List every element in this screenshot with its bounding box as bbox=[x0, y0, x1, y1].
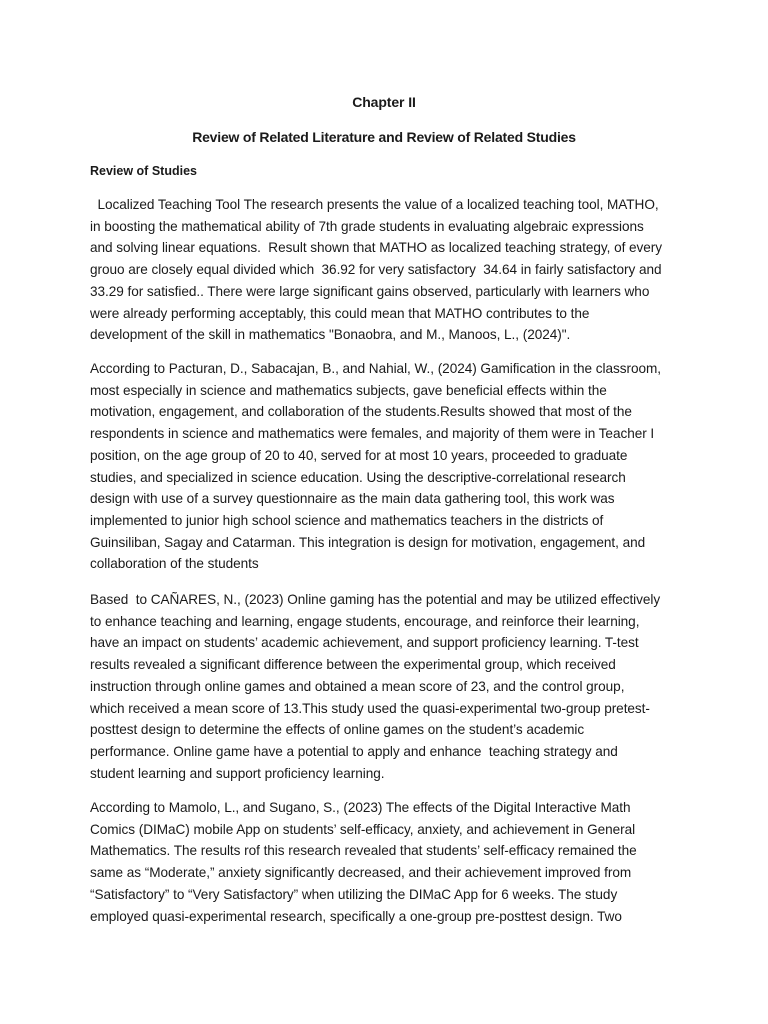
paragraph-gamification bbox=[90, 358, 678, 575]
text-line: in boosting the mathematical ability of 7th grade students in evaluating algebraic expressions bbox=[90, 218, 644, 234]
text-line: “Satisfactory” to “Very Satisfactory” when utilizing the DIMaC App for 6 weeks. The study bbox=[90, 886, 618, 902]
text-line: same as “Moderate,” anxiety significantly decreased, and their achievement improved from bbox=[90, 865, 632, 881]
text-line: results revealed a significant difference between the experimental group, which received bbox=[90, 657, 616, 673]
text-line: employed quasi-experimental research, specifically a one-group pre-posttest design. Two bbox=[90, 908, 622, 924]
text-line: 33.29 for satisfied.. There were large significant gains observed, particularly with learners who bbox=[90, 283, 650, 299]
text-line: motivation, engagement, and collaboration of the students.Results showed that most of the bbox=[90, 404, 632, 420]
paragraph-dimac-app bbox=[90, 797, 678, 927]
text-line: grouo are closely equal divided which 36.92 for very satisfactory 34.64 in fairly satisfactory and bbox=[90, 262, 662, 278]
text-line: and solving linear equations. Result shown that MATHO as localized teaching strategy, of every bbox=[90, 240, 663, 256]
text-line: posttest design to determine the effects of online games on the student’s academic bbox=[90, 722, 585, 738]
text-line: to enhance teaching and learning, engage students, encourage, and reinforce their learning, bbox=[90, 613, 640, 629]
paragraph-localized-teaching-tool bbox=[90, 194, 678, 346]
text-line: design with use of a survey questionnaire as the main data gathering tool, this work was bbox=[90, 491, 615, 507]
text-line: implemented to junior high school science and mathematics teachers in the districts of bbox=[90, 512, 604, 528]
text-line: student learning and support proficiency learning. bbox=[90, 765, 385, 781]
text-line: have an impact on students’ academic achievement, and support proficiency learning. T-test bbox=[90, 635, 639, 651]
text-line: Guinsiliban, Sagay and Catarman. This integration is design for motivation, engagement, and bbox=[90, 534, 646, 550]
text-line: most especially in science and mathematics subjects, gave beneficial effects within the bbox=[90, 382, 607, 398]
text-line: collaboration of the students bbox=[90, 556, 259, 572]
text-line: Localized Teaching Tool The research presents the value of a localized teaching tool, MATHO, bbox=[90, 197, 659, 212]
chapter-title: Review of Related Literature and Review of Related Studies bbox=[192, 129, 576, 145]
text-line: respondents in science and mathematics were females, and majority of them were in Teacher I bbox=[90, 426, 655, 442]
text-line: performance. Online game have a potential to apply and enhance teaching strategy and bbox=[90, 743, 618, 759]
text-line: were already performing acceptably, this could mean that MATHO contributes to the bbox=[90, 305, 590, 321]
text-line: According to Mamolo, L., and Sugano, S., (2023) The effects of the Digital Interactive Math bbox=[90, 800, 631, 815]
text-line: which received a mean score of 13.This study used the quasi-experimental two-group pretest- bbox=[90, 700, 650, 716]
text-line: studies, and specialized in science education. Using the descriptive-correlational research bbox=[90, 469, 626, 485]
chapter-heading: Chapter II bbox=[352, 94, 416, 110]
text-line: Mathematics. The results rof this research revealed that students’ self-efficacy remained the bbox=[90, 843, 637, 859]
text-line: Based to CAÑARES, N., (2023) Online gaming has the potential and may be utilized effectively bbox=[90, 592, 661, 607]
text-line: development of the skill in mathematics "Bonaobra, and M., Manoos, L., (2024)". bbox=[90, 327, 571, 343]
text-line: instruction through online games and obtained a mean score of 23, and the control group, bbox=[90, 678, 625, 694]
text-line: Comics (DIMaC) mobile App on students’ self-efficacy, anxiety, and achievement in General bbox=[90, 821, 636, 837]
paragraph-online-gaming bbox=[90, 589, 678, 784]
section-subheading: Review of Studies bbox=[90, 164, 197, 178]
text-line: According to Pacturan, D., Sabacajan, B., and Nahial, W., (2024) Gamification in the classroom, bbox=[90, 361, 662, 376]
text-line: position, on the age group of 20 to 40, served for at most 10 years, proceeded to graduate bbox=[90, 447, 628, 463]
